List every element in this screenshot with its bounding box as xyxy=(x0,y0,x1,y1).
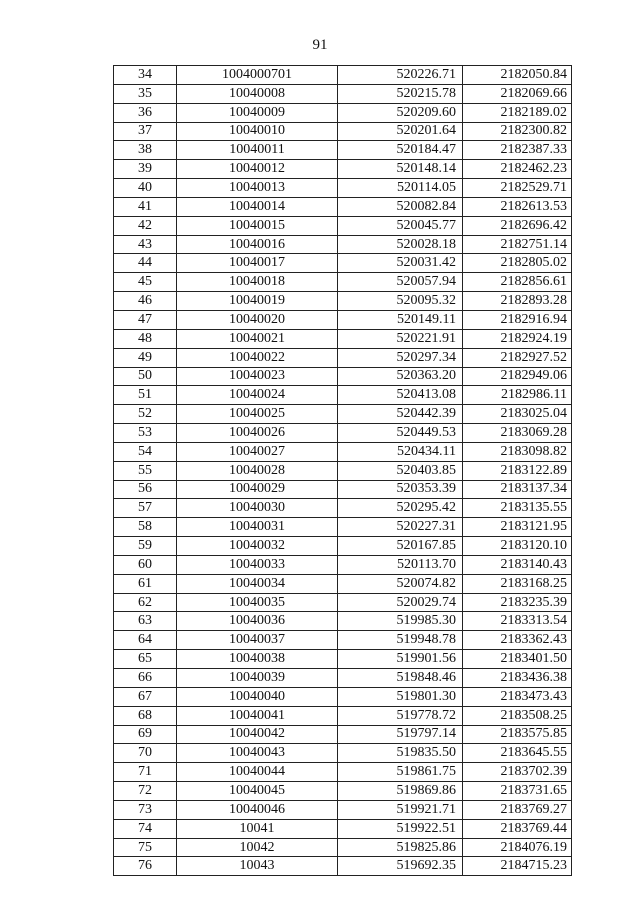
table-row xyxy=(114,574,572,593)
y-coordinate-cell: 2182696.42 xyxy=(463,216,572,235)
table-row xyxy=(114,348,572,367)
row-number-cell: 48 xyxy=(114,329,177,348)
table-row xyxy=(114,461,572,480)
row-number-cell: 44 xyxy=(114,254,177,273)
y-coordinate-cell: 2183135.55 xyxy=(463,499,572,518)
row-number-cell: 74 xyxy=(114,819,177,838)
x-coordinate-cell: 520184.47 xyxy=(338,141,463,160)
point-id-cell: 10040010 xyxy=(177,122,338,141)
y-coordinate-cell: 2183769.44 xyxy=(463,819,572,838)
x-coordinate-cell: 520148.14 xyxy=(338,160,463,179)
point-id-cell: 10040045 xyxy=(177,782,338,801)
x-coordinate-cell: 520295.42 xyxy=(338,499,463,518)
row-number-cell: 64 xyxy=(114,631,177,650)
point-id-cell: 10040017 xyxy=(177,254,338,273)
y-coordinate-cell: 2183121.95 xyxy=(463,518,572,537)
point-id-cell: 10040011 xyxy=(177,141,338,160)
table-row xyxy=(114,329,572,348)
y-coordinate-cell: 2183769.27 xyxy=(463,800,572,819)
x-coordinate-cell: 519869.86 xyxy=(338,782,463,801)
x-coordinate-cell: 519692.35 xyxy=(338,857,463,876)
y-coordinate-cell: 2183140.43 xyxy=(463,555,572,574)
table-row xyxy=(114,555,572,574)
point-id-cell: 10040015 xyxy=(177,216,338,235)
point-id-cell: 10040042 xyxy=(177,725,338,744)
x-coordinate-cell: 519921.71 xyxy=(338,800,463,819)
row-number-cell: 51 xyxy=(114,386,177,405)
x-coordinate-cell: 519922.51 xyxy=(338,819,463,838)
point-id-cell: 10043 xyxy=(177,857,338,876)
x-coordinate-cell: 520209.60 xyxy=(338,103,463,122)
y-coordinate-cell: 2183436.38 xyxy=(463,669,572,688)
table-row xyxy=(114,367,572,386)
row-number-cell: 36 xyxy=(114,103,177,122)
row-number-cell: 47 xyxy=(114,310,177,329)
table-row xyxy=(114,310,572,329)
point-id-cell: 10040039 xyxy=(177,669,338,688)
point-id-cell: 10040013 xyxy=(177,179,338,198)
point-id-cell: 10040036 xyxy=(177,612,338,631)
row-number-cell: 53 xyxy=(114,424,177,443)
y-coordinate-cell: 2183168.25 xyxy=(463,574,572,593)
row-number-cell: 73 xyxy=(114,800,177,819)
x-coordinate-cell: 520045.77 xyxy=(338,216,463,235)
x-coordinate-cell: 520113.70 xyxy=(338,555,463,574)
y-coordinate-cell: 2182189.02 xyxy=(463,103,572,122)
x-coordinate-cell: 520028.18 xyxy=(338,235,463,254)
coordinates-table-body xyxy=(114,66,572,876)
row-number-cell: 66 xyxy=(114,669,177,688)
table-row xyxy=(114,838,572,857)
coordinates-table xyxy=(113,65,572,876)
row-number-cell: 50 xyxy=(114,367,177,386)
row-number-cell: 56 xyxy=(114,480,177,499)
x-coordinate-cell: 519948.78 xyxy=(338,631,463,650)
table-row xyxy=(114,819,572,838)
x-coordinate-cell: 520226.71 xyxy=(338,66,463,85)
table-row xyxy=(114,480,572,499)
point-id-cell: 10040028 xyxy=(177,461,338,480)
y-coordinate-cell: 2184715.23 xyxy=(463,857,572,876)
row-number-cell: 35 xyxy=(114,84,177,103)
table-row xyxy=(114,216,572,235)
table-row xyxy=(114,744,572,763)
row-number-cell: 67 xyxy=(114,687,177,706)
table-row xyxy=(114,593,572,612)
x-coordinate-cell: 520215.78 xyxy=(338,84,463,103)
row-number-cell: 76 xyxy=(114,857,177,876)
x-coordinate-cell: 520201.64 xyxy=(338,122,463,141)
point-id-cell: 10040046 xyxy=(177,800,338,819)
row-number-cell: 52 xyxy=(114,405,177,424)
y-coordinate-cell: 2182387.33 xyxy=(463,141,572,160)
point-id-cell: 10040021 xyxy=(177,329,338,348)
row-number-cell: 34 xyxy=(114,66,177,85)
point-id-cell: 10040027 xyxy=(177,442,338,461)
point-id-cell: 10040022 xyxy=(177,348,338,367)
y-coordinate-cell: 2183731.65 xyxy=(463,782,572,801)
row-number-cell: 70 xyxy=(114,744,177,763)
point-id-cell: 10040044 xyxy=(177,763,338,782)
row-number-cell: 69 xyxy=(114,725,177,744)
point-id-cell: 10041 xyxy=(177,819,338,838)
x-coordinate-cell: 520363.20 xyxy=(338,367,463,386)
point-id-cell: 10040014 xyxy=(177,197,338,216)
x-coordinate-cell: 520031.42 xyxy=(338,254,463,273)
y-coordinate-cell: 2182893.28 xyxy=(463,292,572,311)
x-coordinate-cell: 520029.74 xyxy=(338,593,463,612)
table-row xyxy=(114,197,572,216)
row-number-cell: 71 xyxy=(114,763,177,782)
point-id-cell: 10040019 xyxy=(177,292,338,311)
table-row xyxy=(114,782,572,801)
point-id-cell: 10040025 xyxy=(177,405,338,424)
table-row xyxy=(114,537,572,556)
point-id-cell: 10040037 xyxy=(177,631,338,650)
x-coordinate-cell: 519861.75 xyxy=(338,763,463,782)
table-row xyxy=(114,179,572,198)
x-coordinate-cell: 519901.56 xyxy=(338,650,463,669)
row-number-cell: 54 xyxy=(114,442,177,461)
point-id-cell: 10040008 xyxy=(177,84,338,103)
point-id-cell: 10040009 xyxy=(177,103,338,122)
table-row xyxy=(114,669,572,688)
table-row xyxy=(114,292,572,311)
row-number-cell: 37 xyxy=(114,122,177,141)
table-row xyxy=(114,725,572,744)
y-coordinate-cell: 2182924.19 xyxy=(463,329,572,348)
y-coordinate-cell: 2182300.82 xyxy=(463,122,572,141)
x-coordinate-cell: 519835.50 xyxy=(338,744,463,763)
table-row xyxy=(114,518,572,537)
point-id-cell: 10040034 xyxy=(177,574,338,593)
x-coordinate-cell: 520082.84 xyxy=(338,197,463,216)
y-coordinate-cell: 2182069.66 xyxy=(463,84,572,103)
point-id-cell: 10040029 xyxy=(177,480,338,499)
point-id-cell: 10040023 xyxy=(177,367,338,386)
y-coordinate-cell: 2182916.94 xyxy=(463,310,572,329)
table-row xyxy=(114,235,572,254)
table-row xyxy=(114,424,572,443)
table-row xyxy=(114,66,572,85)
x-coordinate-cell: 520227.31 xyxy=(338,518,463,537)
x-coordinate-cell: 519797.14 xyxy=(338,725,463,744)
table-row xyxy=(114,499,572,518)
row-number-cell: 59 xyxy=(114,537,177,556)
x-coordinate-cell: 520297.34 xyxy=(338,348,463,367)
point-id-cell: 10040033 xyxy=(177,555,338,574)
table-row xyxy=(114,122,572,141)
y-coordinate-cell: 2182856.61 xyxy=(463,273,572,292)
x-coordinate-cell: 520167.85 xyxy=(338,537,463,556)
table-row xyxy=(114,103,572,122)
point-id-cell: 10040043 xyxy=(177,744,338,763)
point-id-cell: 10040030 xyxy=(177,499,338,518)
table-row xyxy=(114,612,572,631)
y-coordinate-cell: 2183120.10 xyxy=(463,537,572,556)
row-number-cell: 39 xyxy=(114,160,177,179)
x-coordinate-cell: 519825.86 xyxy=(338,838,463,857)
y-coordinate-cell: 2183473.43 xyxy=(463,687,572,706)
table-row xyxy=(114,160,572,179)
point-id-cell: 10040040 xyxy=(177,687,338,706)
table-row xyxy=(114,687,572,706)
y-coordinate-cell: 2182949.06 xyxy=(463,367,572,386)
point-id-cell: 10040018 xyxy=(177,273,338,292)
x-coordinate-cell: 519778.72 xyxy=(338,706,463,725)
point-id-cell: 10040038 xyxy=(177,650,338,669)
y-coordinate-cell: 2182613.53 xyxy=(463,197,572,216)
row-number-cell: 60 xyxy=(114,555,177,574)
y-coordinate-cell: 2182462.23 xyxy=(463,160,572,179)
y-coordinate-cell: 2183137.34 xyxy=(463,480,572,499)
table-row xyxy=(114,442,572,461)
row-number-cell: 75 xyxy=(114,838,177,857)
y-coordinate-cell: 2183702.39 xyxy=(463,763,572,782)
y-coordinate-cell: 2182986.11 xyxy=(463,386,572,405)
x-coordinate-cell: 520149.11 xyxy=(338,310,463,329)
table-row xyxy=(114,706,572,725)
table-row xyxy=(114,763,572,782)
y-coordinate-cell: 2182050.84 xyxy=(463,66,572,85)
row-number-cell: 55 xyxy=(114,461,177,480)
y-coordinate-cell: 2183401.50 xyxy=(463,650,572,669)
row-number-cell: 58 xyxy=(114,518,177,537)
y-coordinate-cell: 2182529.71 xyxy=(463,179,572,198)
row-number-cell: 41 xyxy=(114,197,177,216)
x-coordinate-cell: 520413.08 xyxy=(338,386,463,405)
x-coordinate-cell: 520434.11 xyxy=(338,442,463,461)
row-number-cell: 49 xyxy=(114,348,177,367)
table-row xyxy=(114,650,572,669)
x-coordinate-cell: 520449.53 xyxy=(338,424,463,443)
row-number-cell: 61 xyxy=(114,574,177,593)
y-coordinate-cell: 2183508.25 xyxy=(463,706,572,725)
table-row xyxy=(114,254,572,273)
point-id-cell: 10040032 xyxy=(177,537,338,556)
table-row xyxy=(114,631,572,650)
x-coordinate-cell: 520403.85 xyxy=(338,461,463,480)
x-coordinate-cell: 520353.39 xyxy=(338,480,463,499)
y-coordinate-cell: 2183362.43 xyxy=(463,631,572,650)
x-coordinate-cell: 519985.30 xyxy=(338,612,463,631)
row-number-cell: 40 xyxy=(114,179,177,198)
x-coordinate-cell: 520095.32 xyxy=(338,292,463,311)
row-number-cell: 46 xyxy=(114,292,177,311)
point-id-cell: 10040035 xyxy=(177,593,338,612)
y-coordinate-cell: 2183575.85 xyxy=(463,725,572,744)
point-id-cell: 10040020 xyxy=(177,310,338,329)
y-coordinate-cell: 2183122.89 xyxy=(463,461,572,480)
point-id-cell: 10040012 xyxy=(177,160,338,179)
point-id-cell: 10040031 xyxy=(177,518,338,537)
y-coordinate-cell: 2183313.54 xyxy=(463,612,572,631)
page-number: 91 xyxy=(312,37,328,53)
y-coordinate-cell: 2183098.82 xyxy=(463,442,572,461)
y-coordinate-cell: 2183025.04 xyxy=(463,405,572,424)
table-row xyxy=(114,405,572,424)
y-coordinate-cell: 2182927.52 xyxy=(463,348,572,367)
x-coordinate-cell: 520074.82 xyxy=(338,574,463,593)
table-row xyxy=(114,84,572,103)
y-coordinate-cell: 2182751.14 xyxy=(463,235,572,254)
y-coordinate-cell: 2183645.55 xyxy=(463,744,572,763)
row-number-cell: 45 xyxy=(114,273,177,292)
row-number-cell: 38 xyxy=(114,141,177,160)
x-coordinate-cell: 520221.91 xyxy=(338,329,463,348)
point-id-cell: 10040041 xyxy=(177,706,338,725)
row-number-cell: 62 xyxy=(114,593,177,612)
x-coordinate-cell: 519801.30 xyxy=(338,687,463,706)
point-id-cell: 10042 xyxy=(177,838,338,857)
row-number-cell: 42 xyxy=(114,216,177,235)
table-row xyxy=(114,857,572,876)
x-coordinate-cell: 520057.94 xyxy=(338,273,463,292)
table-row xyxy=(114,273,572,292)
table-row xyxy=(114,141,572,160)
point-id-cell: 10040024 xyxy=(177,386,338,405)
row-number-cell: 68 xyxy=(114,706,177,725)
x-coordinate-cell: 520114.05 xyxy=(338,179,463,198)
table-row xyxy=(114,386,572,405)
y-coordinate-cell: 2184076.19 xyxy=(463,838,572,857)
row-number-cell: 72 xyxy=(114,782,177,801)
point-id-cell: 10040026 xyxy=(177,424,338,443)
y-coordinate-cell: 2182805.02 xyxy=(463,254,572,273)
x-coordinate-cell: 520442.39 xyxy=(338,405,463,424)
row-number-cell: 57 xyxy=(114,499,177,518)
table-row xyxy=(114,800,572,819)
x-coordinate-cell: 519848.46 xyxy=(338,669,463,688)
row-number-cell: 63 xyxy=(114,612,177,631)
point-id-cell: 10040016 xyxy=(177,235,338,254)
y-coordinate-cell: 2183069.28 xyxy=(463,424,572,443)
y-coordinate-cell: 2183235.39 xyxy=(463,593,572,612)
row-number-cell: 65 xyxy=(114,650,177,669)
row-number-cell: 43 xyxy=(114,235,177,254)
point-id-cell: 1004000701 xyxy=(177,66,338,85)
